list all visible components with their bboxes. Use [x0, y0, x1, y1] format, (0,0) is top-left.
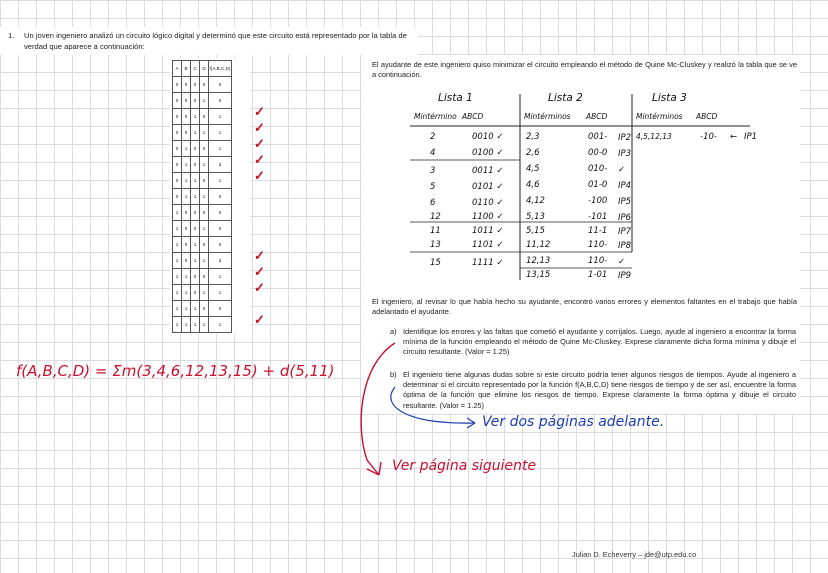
lista1-minterm: 2: [430, 132, 436, 142]
paragraph-2: El ingeniero, al revisar lo que había hecho su ayudante, encontró varios errores y elementos faltantes en el trabajo que había adelantado el ayudante.: [372, 297, 797, 317]
prime-implicant-label: IP7: [618, 227, 632, 237]
table-cell: 1: [191, 173, 200, 189]
prime-implicant-label: IP4: [618, 181, 632, 191]
lista1-bits: 0100 ✓: [472, 148, 504, 158]
table-row: [173, 253, 232, 269]
lista2-terms: 12,13: [526, 256, 551, 266]
table-cell: 1: [209, 317, 232, 333]
table-cell: 1: [200, 317, 209, 333]
red-check-icon: ✓: [254, 264, 265, 279]
table-cell: 0: [191, 157, 200, 173]
table-cell: 1: [209, 109, 232, 125]
table-row: [173, 93, 232, 109]
table-cell: 0: [209, 237, 232, 253]
table-cell: 1: [200, 93, 209, 109]
red-check-icon: ✓: [254, 312, 265, 327]
lista1-minterm: 4: [430, 148, 436, 158]
table-cell: 0: [182, 77, 191, 93]
lista2-terms: 4,12: [526, 196, 545, 206]
truth-table: [172, 60, 232, 333]
lista2-bits: 00-0: [588, 148, 608, 158]
table-cell: 1: [182, 189, 191, 205]
table-cell: 1: [200, 125, 209, 141]
intro-paragraph: El ayudante de este ingeniero quiso minimizar el circuito empleando el método de Quine Mc-Cluskey y realizó la tabla que se ve a continuación.: [372, 60, 797, 80]
table-cell: 1: [200, 253, 209, 269]
item-b-label: b): [390, 370, 397, 379]
lista2-bits: -101: [588, 212, 608, 222]
table-cell: 0: [200, 77, 209, 93]
lista1-minterm: 3: [430, 166, 436, 176]
table-cell: 1: [182, 301, 191, 317]
truth-table-header: [173, 61, 232, 77]
lista2-bits: -100: [588, 196, 608, 206]
lista1-bits: 1011 ✓: [472, 226, 504, 236]
lista1-minterm: 11: [430, 226, 441, 236]
table-cell: 0: [182, 253, 191, 269]
table-cell: 0: [182, 237, 191, 253]
table-cell: 0: [182, 221, 191, 237]
table-row: [173, 205, 232, 221]
table-row: [173, 189, 232, 205]
table-row: [173, 285, 232, 301]
note-red: Ver página siguiente: [392, 458, 537, 474]
prime-implicant-label: IP2: [618, 133, 632, 143]
check-mark: ✓: [618, 165, 626, 175]
table-cell: 1: [209, 173, 232, 189]
table-cell: 0: [191, 221, 200, 237]
lista2-terms: 2,6: [526, 148, 540, 158]
lista2-terms: 2,3: [526, 132, 540, 142]
table-cell: 0: [173, 141, 182, 157]
item-b-text: El ingeniero tiene algunas dudas sobre si este circuito podría tener algunos riesgos de tiempos. Ayude al ingeniero a determinar si el circuito representado por la función f(A,B,C,D) tiene riesgos de tiempo y de ser así, encuentre la forma óptima de la función que elimine los riesgos de tiempo. Exprese claramente la forma óptima y dibuje el circuito resultante. (Valor = 1.25): [403, 370, 796, 410]
lista2-terms: 11,12: [526, 240, 551, 250]
table-row: [173, 237, 232, 253]
table-row: [173, 269, 232, 285]
table-row: [173, 141, 232, 157]
table-cell: 0: [182, 109, 191, 125]
question-text: Un joven ingeniero analizó un circuito lógico digital y determinó que este circuito está representado por la tabla de verdad que aparece a continuación:: [24, 31, 407, 51]
lista1-minterm: 15: [430, 258, 441, 268]
table-cell: 1: [209, 285, 232, 301]
lista2-terms: 13,15: [526, 270, 551, 280]
table-cell: 1: [182, 269, 191, 285]
table-cell: 0: [191, 77, 200, 93]
lista2-bits: 110-: [588, 256, 608, 266]
lista1-bits: 1100 ✓: [472, 212, 504, 222]
table-cell: 1: [173, 221, 182, 237]
prime-implicant-label: IP6: [618, 213, 632, 223]
lista1-title: Lista 1: [438, 92, 473, 104]
prime-implicant-label: IP3: [618, 149, 632, 159]
table-cell: 1: [173, 205, 182, 221]
lista1-minterm: 5: [430, 182, 436, 192]
table-cell: 0: [191, 93, 200, 109]
lista3-arrow: ←: [730, 132, 738, 142]
table-cell: 1: [182, 157, 191, 173]
lista2-col-b: ABCD: [586, 112, 608, 121]
lista2-bits: 11-1: [588, 226, 608, 236]
red-check-icon: ✓: [254, 120, 265, 135]
question-number: 1.: [8, 31, 15, 40]
table-cell: 0: [200, 269, 209, 285]
table-cell: 1: [173, 301, 182, 317]
table-cell: 1: [182, 285, 191, 301]
table-cell: 0: [200, 141, 209, 157]
table-cell: 1: [191, 237, 200, 253]
table-cell: 0: [173, 189, 182, 205]
lista1-minterm: 12: [430, 212, 441, 222]
lista3-title: Lista 3: [652, 92, 687, 104]
lista2-col-a: Mintérminos: [524, 112, 571, 121]
table-cell: 1: [182, 173, 191, 189]
table-cell: 1: [200, 157, 209, 173]
table-cell: 0: [200, 301, 209, 317]
prime-implicant-label: IP9: [618, 271, 632, 281]
header-cell: C: [191, 61, 200, 77]
lista1-minterm: 13: [430, 240, 441, 250]
lista1-bits: 0110 ✓: [472, 198, 504, 208]
handwritten-function: f(A,B,C,D) = Σm(3,4,6,12,13,15) + d(5,11): [16, 362, 335, 380]
table-cell: 0: [209, 221, 232, 237]
table-cell: 0: [182, 205, 191, 221]
table-row: [173, 125, 232, 141]
table-cell: 0: [173, 93, 182, 109]
header-cell: f(A,B,C,D): [209, 61, 232, 77]
lista2-bits: 01-0: [588, 180, 608, 190]
red-check-icon: ✓: [254, 280, 265, 295]
red-check-icon: ✓: [254, 136, 265, 151]
lista1-col-b: ABCD: [462, 112, 484, 121]
table-cell: 0: [182, 93, 191, 109]
table-cell: 0: [173, 173, 182, 189]
table-row: [173, 221, 232, 237]
lista1-bits: 0011 ✓: [472, 166, 504, 176]
check-mark: ✓: [618, 257, 626, 267]
table-row: [173, 173, 232, 189]
table-cell: 1: [173, 237, 182, 253]
table-row: [173, 301, 232, 317]
table-row: [173, 109, 232, 125]
item-a-text: Identifique los errores y las faltas que cometió el ayudante y corríjalos. Luego, ayude al ingeniero a encontrar la forma mínima de la función empleando el método de Quine Mc-Cluskey. Exprese claramente dicha forma mínima y dibuje el circuito resultante. (Valor = 1.25): [403, 327, 796, 357]
table-cell: d: [209, 157, 232, 173]
table-cell: 0: [209, 77, 232, 93]
table-row: [173, 157, 232, 173]
red-check-icon: ✓: [254, 152, 265, 167]
lista1-bits: 0101 ✓: [472, 182, 504, 192]
lista3-ip: IP1: [744, 132, 758, 142]
table-cell: 0: [200, 237, 209, 253]
lista1-bits: 1111 ✓: [472, 258, 504, 268]
quine-mccluskey-table: [410, 92, 800, 287]
header-cell: A: [173, 61, 182, 77]
table-cell: 1: [209, 141, 232, 157]
prime-implicant-label: IP8: [618, 241, 632, 251]
lista2-bits: 1-01: [588, 270, 608, 280]
red-check-icon: ✓: [254, 168, 265, 183]
lista3-terms: 4,5,12,13: [636, 132, 672, 141]
lista2-terms: 5,13: [526, 212, 545, 222]
table-cell: 0: [191, 205, 200, 221]
table-cell: 0: [200, 109, 209, 125]
table-cell: 0: [182, 125, 191, 141]
table-cell: 1: [200, 221, 209, 237]
table-cell: 0: [191, 285, 200, 301]
lista3-col-a: Mintérminos: [636, 112, 683, 121]
table-cell: 0: [209, 93, 232, 109]
table-cell: 0: [191, 141, 200, 157]
lista1-col-a: Mintérmino: [414, 112, 457, 121]
table-cell: 1: [191, 301, 200, 317]
table-cell: 1: [191, 109, 200, 125]
lista3-col-b: ABCD: [696, 112, 718, 121]
lista1-bits: 1101 ✓: [472, 240, 504, 250]
table-cell: 1: [200, 285, 209, 301]
table-cell: 1: [173, 269, 182, 285]
table-cell: 1: [209, 269, 232, 285]
table-cell: 1: [209, 125, 232, 141]
table-row: [173, 77, 232, 93]
lista2-bits: 110-: [588, 240, 608, 250]
table-cell: 0: [173, 157, 182, 173]
table-cell: 0: [209, 205, 232, 221]
table-cell: 0: [209, 301, 232, 317]
table-cell: 0: [173, 125, 182, 141]
table-row: [173, 317, 232, 333]
table-cell: 1: [191, 253, 200, 269]
table-cell: 0: [200, 173, 209, 189]
note-blue: Ver dos páginas adelante.: [482, 414, 665, 430]
table-cell: 1: [182, 317, 191, 333]
prime-implicant-label: IP5: [618, 197, 632, 207]
table-cell: 1: [191, 125, 200, 141]
lista1-minterm: 6: [430, 198, 436, 208]
table-cell: 0: [191, 269, 200, 285]
table-cell: 0: [200, 205, 209, 221]
question-1: [0, 31, 418, 55]
table-cell: 1: [200, 189, 209, 205]
red-check-icon: ✓: [254, 248, 265, 263]
table-cell: 0: [173, 77, 182, 93]
lista2-bits: 010-: [588, 164, 608, 174]
table-cell: 1: [182, 141, 191, 157]
table-cell: 1: [173, 253, 182, 269]
header-cell: B: [182, 61, 191, 77]
lista2-terms: 4,6: [526, 180, 540, 190]
lista2-bits: 001-: [588, 132, 608, 142]
item-a-label: a): [390, 327, 397, 336]
table-cell: 1: [191, 317, 200, 333]
lista2-title: Lista 2: [548, 92, 583, 104]
header-cell: D: [200, 61, 209, 77]
table-cell: 1: [191, 189, 200, 205]
footer: Julian D. Echeverry – jde@utp.edu.co: [572, 550, 697, 559]
lista2-terms: 5,15: [526, 226, 545, 236]
lista2-terms: 4,5: [526, 164, 540, 174]
table-cell: 0: [209, 189, 232, 205]
lista1-bits: 0010 ✓: [472, 132, 504, 142]
table-cell: 1: [173, 317, 182, 333]
table-cell: 1: [173, 285, 182, 301]
lista3-bits: -10-: [700, 132, 717, 142]
table-cell: d: [209, 253, 232, 269]
red-check-icon: ✓: [254, 104, 265, 119]
table-cell: 0: [173, 109, 182, 125]
